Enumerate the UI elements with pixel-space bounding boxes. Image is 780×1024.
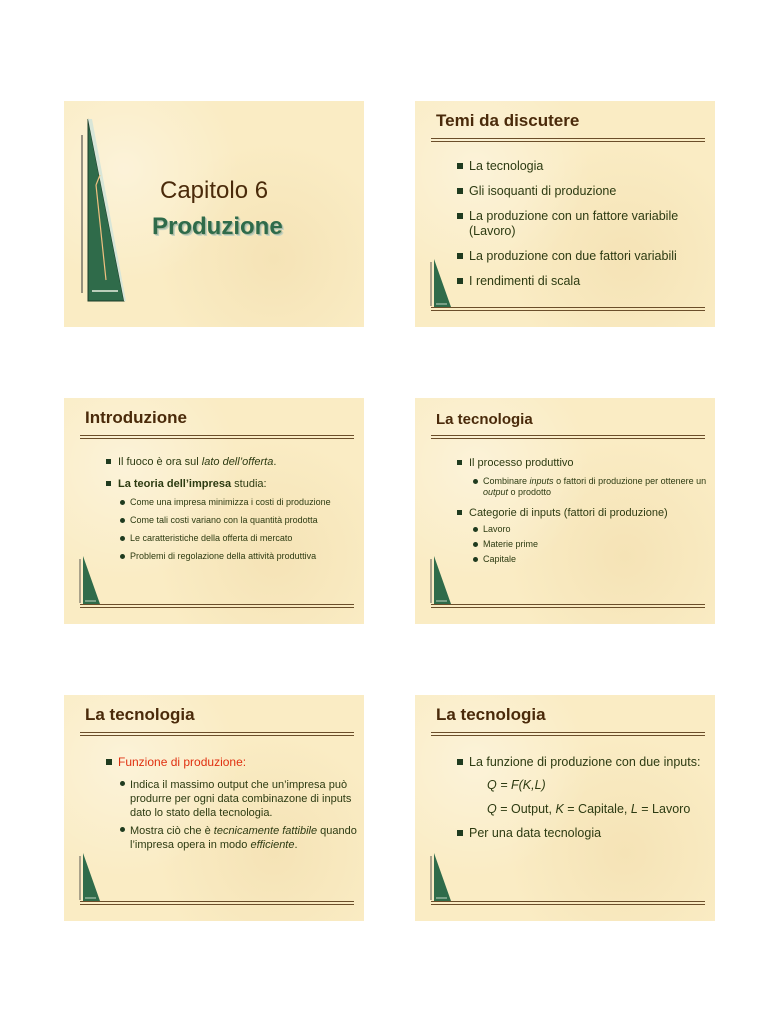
- sub-item: Le caratteristiche della offerta di mercato: [120, 533, 356, 544]
- slide-title-tecnologia: La tecnologia: [85, 705, 195, 724]
- list-item: La tecnologia: [457, 159, 707, 174]
- list-item: La teoria dell’impresa studia: Come una impresa minimizza i costi di produzione Come tali costi variano con la quantità prodotta Le caratteristiche della offerta di mercato Problemi di regolazione della attività produttiva: [106, 478, 356, 562]
- triangle-logo-icon: [430, 852, 452, 902]
- chapter-title: Produzione: [152, 213, 283, 240]
- list-item: I rendimenti di scala: [457, 274, 707, 289]
- sub-item: Mostra ciò che è tecnicamente fattibile quando l’impresa opera in modo efficiente.: [120, 824, 358, 852]
- list-item: Il fuoco è ora sul lato dell’offerta.: [106, 456, 356, 469]
- slide-title-tecnologia: La tecnologia: [436, 705, 546, 724]
- triangle-logo-icon: [79, 555, 101, 605]
- list-item: Categorie di inputs (fattori di produzione) Lavoro Materie prime Capitale: [457, 507, 709, 565]
- triangle-logo-icon: [430, 555, 452, 605]
- sub-item: Come tali costi variano con la quantità prodotta: [120, 515, 356, 526]
- list-item: Funzione di produzione: Indica il massimo output che un’impresa può produrre per ogni data combinazone di inputs dato lo stato della tecnologia. Mostra ciò che è tecnicamente fattibile quando l’impresa opera in modo efficiente.: [106, 755, 358, 852]
- list-item: Gli isoquanti di produzione: [457, 184, 707, 199]
- slide-tecnologia-1: [415, 398, 715, 624]
- sub-item: Lavoro: [473, 524, 709, 535]
- triangle-logo-icon: [430, 258, 452, 308]
- chapter-label: Capitolo 6: [160, 177, 269, 204]
- formula: Q = F(K,L): [487, 778, 546, 792]
- sub-item: Capitale: [473, 554, 709, 565]
- slide-title: [64, 101, 364, 327]
- formula-definitions: Q = Output, K = Capitale, L = Lavoro: [487, 802, 691, 816]
- topic-list: [457, 159, 707, 299]
- list-item: La produzione con un fattore variabile (Lavoro): [457, 209, 707, 239]
- intro-list: [106, 456, 356, 571]
- slide-introduzione: [64, 398, 364, 624]
- triangle-logo-icon: [79, 852, 101, 902]
- sub-item: Materie prime: [473, 539, 709, 550]
- list-item: La funzione di produzione con due inputs:: [457, 755, 709, 770]
- tech-list: [457, 457, 709, 574]
- sub-item: Problemi di regolazione della attività produttiva: [120, 551, 356, 562]
- sub-item: Combinare inputs o fattori di produzione per ottenere un output o prodotto: [473, 476, 709, 498]
- sub-item: Indica il massimo output che un’impresa può produrre per ogni data combinazone di inputs dato lo stato della tecnologia.: [120, 778, 358, 820]
- list-item: La produzione con due fattori variabili: [457, 249, 707, 264]
- slide-title-temi: Temi da discutere: [436, 111, 580, 130]
- slide-tecnologia-2: [64, 695, 364, 921]
- triangle-logo-icon: [78, 115, 128, 305]
- slide-temi: [415, 101, 715, 327]
- slide-title-introduzione: Introduzione: [85, 408, 187, 427]
- list-item: Per una data tecnologia: [457, 826, 709, 841]
- slide-tecnologia-3: [415, 695, 715, 921]
- list-item: Il processo produttivo Combinare inputs o fattori di produzione per ottenere un output o prodotto: [457, 457, 709, 498]
- sub-item: Come una impresa minimizza i costi di produzione: [120, 497, 356, 508]
- slide-title-tecnologia: La tecnologia: [436, 411, 533, 428]
- function-list: [106, 755, 358, 862]
- production-function-block: [457, 755, 709, 851]
